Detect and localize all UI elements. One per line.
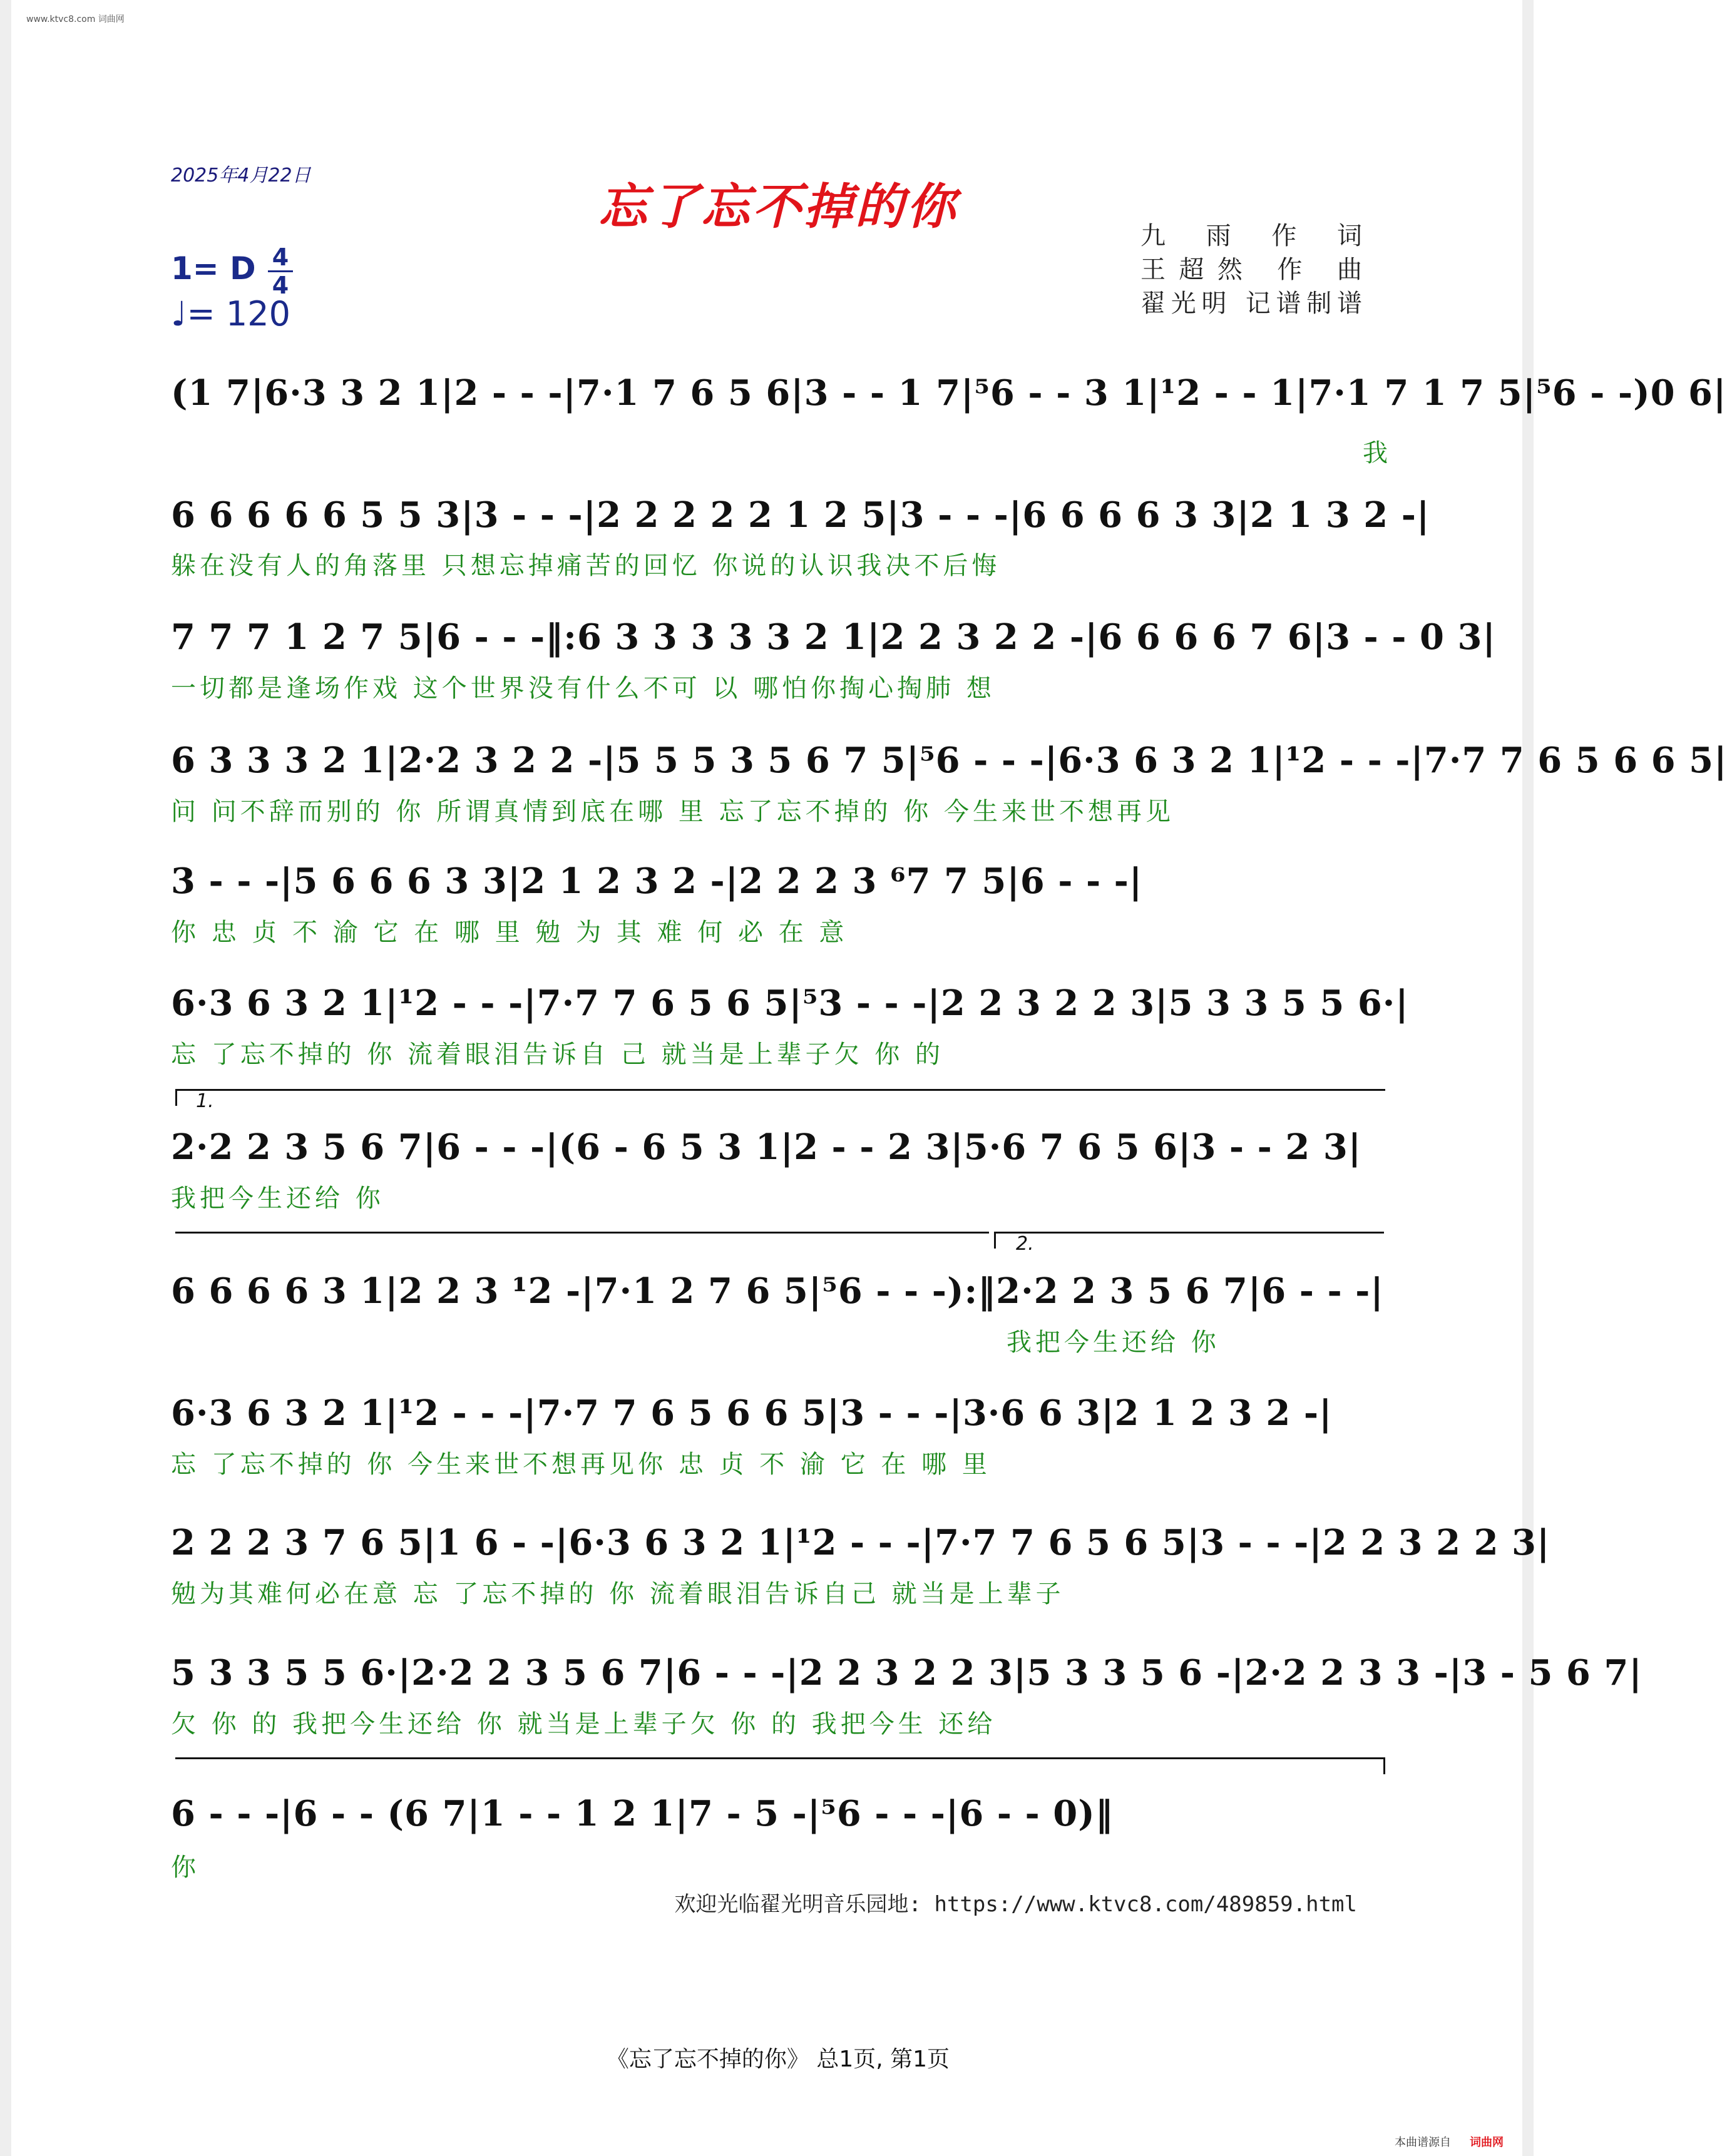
song-title: 忘了忘不掉的你 — [598, 179, 958, 235]
lyrics-line-10: 勉为其难何必在意 忘 了忘不掉的 你 流着眼泪告诉自己 就当是上辈子 — [171, 1580, 1065, 1608]
lyrics-line-6: 忘 了忘不掉的 你 流着眼泪告诉自 己 就当是上辈子欠 你 的 — [171, 1040, 945, 1069]
lyrics-line-11: 欠 你 的 我把今生还给 你 就当是上辈子欠 你 的 我把今生 还给 — [171, 1710, 997, 1739]
volta-label-1: 1. — [196, 1090, 214, 1112]
lyrics-line-12: 你 — [171, 1853, 200, 1882]
notation-line-4: 6 3 3 3 2 1|2·2 3 2 2 -|5 5 5 3 5 6 7 5|⁵6 - - -|6·3 6 3 2 1|¹2 - - -|7·7 7 6 5 6 6 5| — [171, 740, 1727, 781]
corner-text: 本曲谱源自 — [1395, 2136, 1451, 2149]
lyrics-line-9: 忘 了忘不掉的 你 今生来世不想再见你 忠 贞 不 渝 它 在 哪 里 — [171, 1450, 991, 1479]
footer-site-link[interactable]: 欢迎光临翟光明音乐园地: https://www.ktvc8.com/489859.html — [674, 1892, 1357, 1917]
notation-line-11: 5 3 3 5 5 6·|2·2 2 3 5 6 7|6 - - -|2 2 3 2 2 3|5 3 3 5 6 -|2·2 2 3 3 -|3 - 5 6 7| — [171, 1652, 1642, 1694]
site-watermark: www.ktvc8.com 词曲网 — [26, 14, 125, 24]
volta-line-1-end — [175, 1232, 989, 1249]
lyrics-line-7: 我把今生还给 你 — [171, 1184, 384, 1213]
tempo-marking: ♩= 120 — [171, 294, 290, 334]
volta-label-2: 2. — [1016, 1233, 1034, 1255]
notation-line-8: 6 6 6 6 3 1|2 2 3 ¹2 -|7·1 2 7 6 5|⁵6 - - -):‖2·2 2 3 5 6 7|6 - - -| — [171, 1270, 1384, 1312]
credits — [1140, 219, 1366, 320]
notation-line-12: 6 - - -|6 - - (6 7|1 - - 1 2 1|7 - 5 -|⁵6 - - -|6 - - 0)‖ — [171, 1793, 1114, 1834]
time-signature — [268, 245, 293, 297]
notation-line-5: 3 - - -|5 6 6 6 3 3|2 1 2 3 2 -|2 2 2 3 ⁶7 7 5|6 - - -| — [171, 861, 1143, 902]
lyrics-line-8: 我把今生还给 你 — [1007, 1328, 1220, 1357]
credit-lyricist: 九 雨 作 词 — [1140, 222, 1366, 250]
notation-line-9: 6·3 6 3 2 1|¹2 - - -|7·7 7 6 5 6 6 5|3 - - -|3·6 6 3|2 1 2 3 2 -| — [171, 1392, 1333, 1434]
notation-line-7: 2·2 2 3 5 6 7|6 - - -|(6 - 6 5 3 1|2 - - 2 3|5·6 7 6 5 6|3 - - 2 3| — [171, 1127, 1362, 1168]
final-bracket — [175, 1757, 1385, 1774]
lyrics-line-4: 问 问不辞而别的 你 所谓真情到底在哪 里 忘了忘不掉的 你 今生来世不想再见 — [171, 797, 1175, 826]
corner-brand: 词曲网 — [1470, 2136, 1504, 2149]
notation-line-3: 7 7 7 1 2 7 5|6 - - -‖:6 3 3 3 3 3 2 1|2 2 3 2 2 -|6 6 6 6 7 6|3 - - 0 3| — [171, 616, 1496, 658]
lyrics-line-5: 你 忠 贞 不 渝 它 在 哪 里 勉 为 其 难 何 必 在 意 — [171, 918, 848, 947]
time-sig-bottom: 4 — [272, 272, 289, 299]
lyrics-line-2: 躲在没有人的角落里 只想忘掉痛苦的回忆 你说的认识我决不后悔 — [171, 551, 1001, 580]
corner-watermark — [1395, 2133, 1504, 2150]
key-signature: 1= D — [171, 250, 256, 287]
volta-bracket-2 — [994, 1232, 1384, 1249]
lyrics-line-1: 我 — [1363, 439, 1391, 467]
volta-bracket-1 — [175, 1089, 1385, 1106]
time-sig-top: 4 — [272, 243, 289, 271]
lyrics-line-3: 一切都是逢场作戏 这个世界没有什么不可 以 哪怕你掏心掏肺 想 — [171, 674, 995, 703]
page-info: 《忘了忘不掉的你》 总1页, 第1页 — [606, 2046, 950, 2072]
credit-transcriber: 翟光明 记谱制谱 — [1140, 289, 1366, 318]
notation-line-10: 2 2 2 3 7 6 5|1 6 - -|6·3 6 3 2 1|¹2 - - -|7·7 7 6 5 6 5|3 - - -|2 2 3 2 2 3| — [171, 1522, 1550, 1563]
notation-line-6: 6·3 6 3 2 1|¹2 - - -|7·7 7 6 5 6 5|⁵3 - - -|2 2 3 2 2 3|5 3 3 5 5 6·| — [171, 983, 1409, 1024]
notation-line-2: 6 6 6 6 6 5 5 3|3 - - -|2 2 2 2 2 1 2 5|3 - - -|6 6 6 6 3 3|2 1 3 2 -| — [171, 494, 1430, 536]
credit-composer: 王超然 作 曲 — [1140, 255, 1366, 284]
notation-line-1: (1 7|6·3 3 2 1|2 - - -|7·1 7 6 5 6|3 - - 1 7|⁵6 - - 3 1|¹2 - - 1|7·1 7 1 7 5|⁵6 - -)0 6| — [171, 372, 1727, 414]
date-label: 2025年4月22日 — [171, 165, 311, 186]
